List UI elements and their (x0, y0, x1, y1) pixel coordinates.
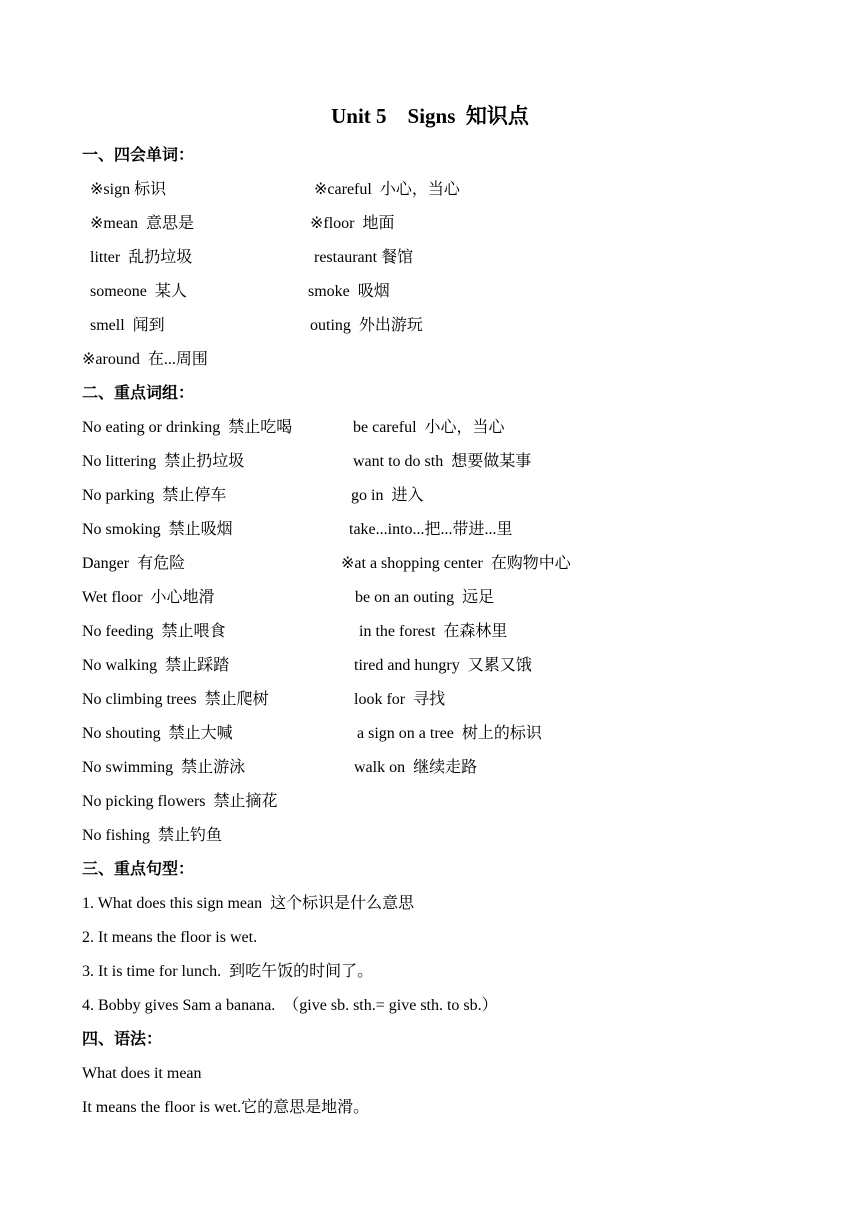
phrase-row (0, 785, 860, 819)
grammar-text: It means the floor is wet.它的意思是地滑。 (82, 1099, 370, 1116)
vocab-left: someone 某人 (90, 283, 187, 300)
vocab-row (0, 173, 860, 207)
vocab-right: ※floor 地面 (310, 215, 395, 232)
phrase-left: No fishing 禁止钓鱼 (82, 827, 223, 844)
phrase-row (0, 547, 860, 581)
heading-text: 四、语法： (82, 1031, 163, 1048)
heading-text: 三、重点句型： (82, 861, 195, 878)
vocab-left: smell 闻到 (90, 317, 165, 334)
phrase-right: ※at a shopping center 在购物中心 (341, 555, 571, 572)
phrase-row (0, 513, 860, 547)
phrase-left: No swimming 禁止游泳 (82, 759, 246, 776)
phrase-right: look for 寻找 (354, 691, 446, 708)
vocab-left: ※around 在...周围 (82, 351, 208, 368)
phrase-left: Danger 有危险 (82, 555, 186, 572)
vocab-right: smoke 吸烟 (308, 283, 390, 300)
phrase-left: No parking 禁止停车 (82, 487, 227, 504)
vocab-row (0, 309, 860, 343)
sentence-item (0, 989, 860, 1023)
phrase-row (0, 649, 860, 683)
phrase-row (0, 717, 860, 751)
vocab-right: restaurant 餐馆 (314, 249, 414, 266)
grammar-text: What does it mean (82, 1065, 202, 1082)
phrase-row (0, 479, 860, 513)
section-heading-vocab (0, 139, 860, 173)
phrase-row (0, 445, 860, 479)
vocab-row (0, 207, 860, 241)
phrase-right: be careful 小心，当心 (353, 419, 505, 436)
vocab-right: ※careful 小心，当心 (314, 181, 460, 198)
vocab-right: outing 外出游玩 (310, 317, 423, 334)
heading-text: 二、重点词组： (82, 385, 195, 402)
phrase-row (0, 819, 860, 853)
phrase-row (0, 581, 860, 615)
section-heading-sentences (0, 853, 860, 887)
sentence-item (0, 955, 860, 989)
section-heading-grammar (0, 1023, 860, 1057)
phrase-row (0, 751, 860, 785)
vocab-row (0, 343, 860, 377)
phrase-left: No picking flowers 禁止摘花 (82, 793, 278, 810)
phrase-left: No smoking 禁止吸烟 (82, 521, 233, 538)
sentence-text: 3. It is time for lunch. 到吃午饭的时间了。 (82, 963, 374, 980)
sentence-text: 4. Bobby gives Sam a banana. （give sb. sth.= give sth. to sb.） (82, 997, 498, 1014)
heading-text: 一、四会单词： (82, 147, 195, 164)
phrase-left: No walking 禁止踩踏 (82, 657, 230, 674)
vocab-row (0, 241, 860, 275)
sentence-item (0, 887, 860, 921)
sentence-text: 1. What does this sign mean 这个标识是什么意思 (82, 895, 415, 912)
phrase-right: want to do sth 想要做某事 (353, 453, 532, 470)
grammar-item (0, 1057, 860, 1091)
page-title: Unit 5 Signs 知识点 (331, 104, 529, 128)
phrase-right: tired and hungry 又累又饿 (354, 657, 532, 674)
phrase-left: No littering 禁止扔垃圾 (82, 453, 245, 470)
vocab-row (0, 275, 860, 309)
phrase-left: No eating or drinking 禁止吃喝 (82, 419, 293, 436)
vocab-left: litter 乱扔垃圾 (90, 249, 193, 266)
sentence-text: 2. It means the floor is wet. (82, 929, 258, 946)
phrase-right: a sign on a tree 树上的标识 (357, 725, 542, 742)
phrase-right: in the forest 在森林里 (359, 623, 508, 640)
phrase-left: No climbing trees 禁止爬树 (82, 691, 269, 708)
sentence-item (0, 921, 860, 955)
phrase-left: Wet floor 小心地滑 (82, 589, 215, 606)
grammar-item (0, 1091, 860, 1125)
phrase-right: take...into...把...带进...里 (349, 521, 513, 538)
vocab-left: ※mean 意思是 (90, 215, 195, 232)
phrase-row (0, 411, 860, 445)
phrase-row (0, 683, 860, 717)
phrase-left: No feeding 禁止喂食 (82, 623, 226, 640)
phrase-row (0, 615, 860, 649)
phrase-left: No shouting 禁止大喊 (82, 725, 233, 742)
phrase-right: be on an outing 远足 (355, 589, 495, 606)
phrase-right: go in 进入 (351, 487, 424, 504)
section-heading-phrases (0, 377, 860, 411)
phrase-right: walk on 继续走路 (354, 759, 478, 776)
vocab-left: ※sign 标识 (90, 181, 167, 198)
